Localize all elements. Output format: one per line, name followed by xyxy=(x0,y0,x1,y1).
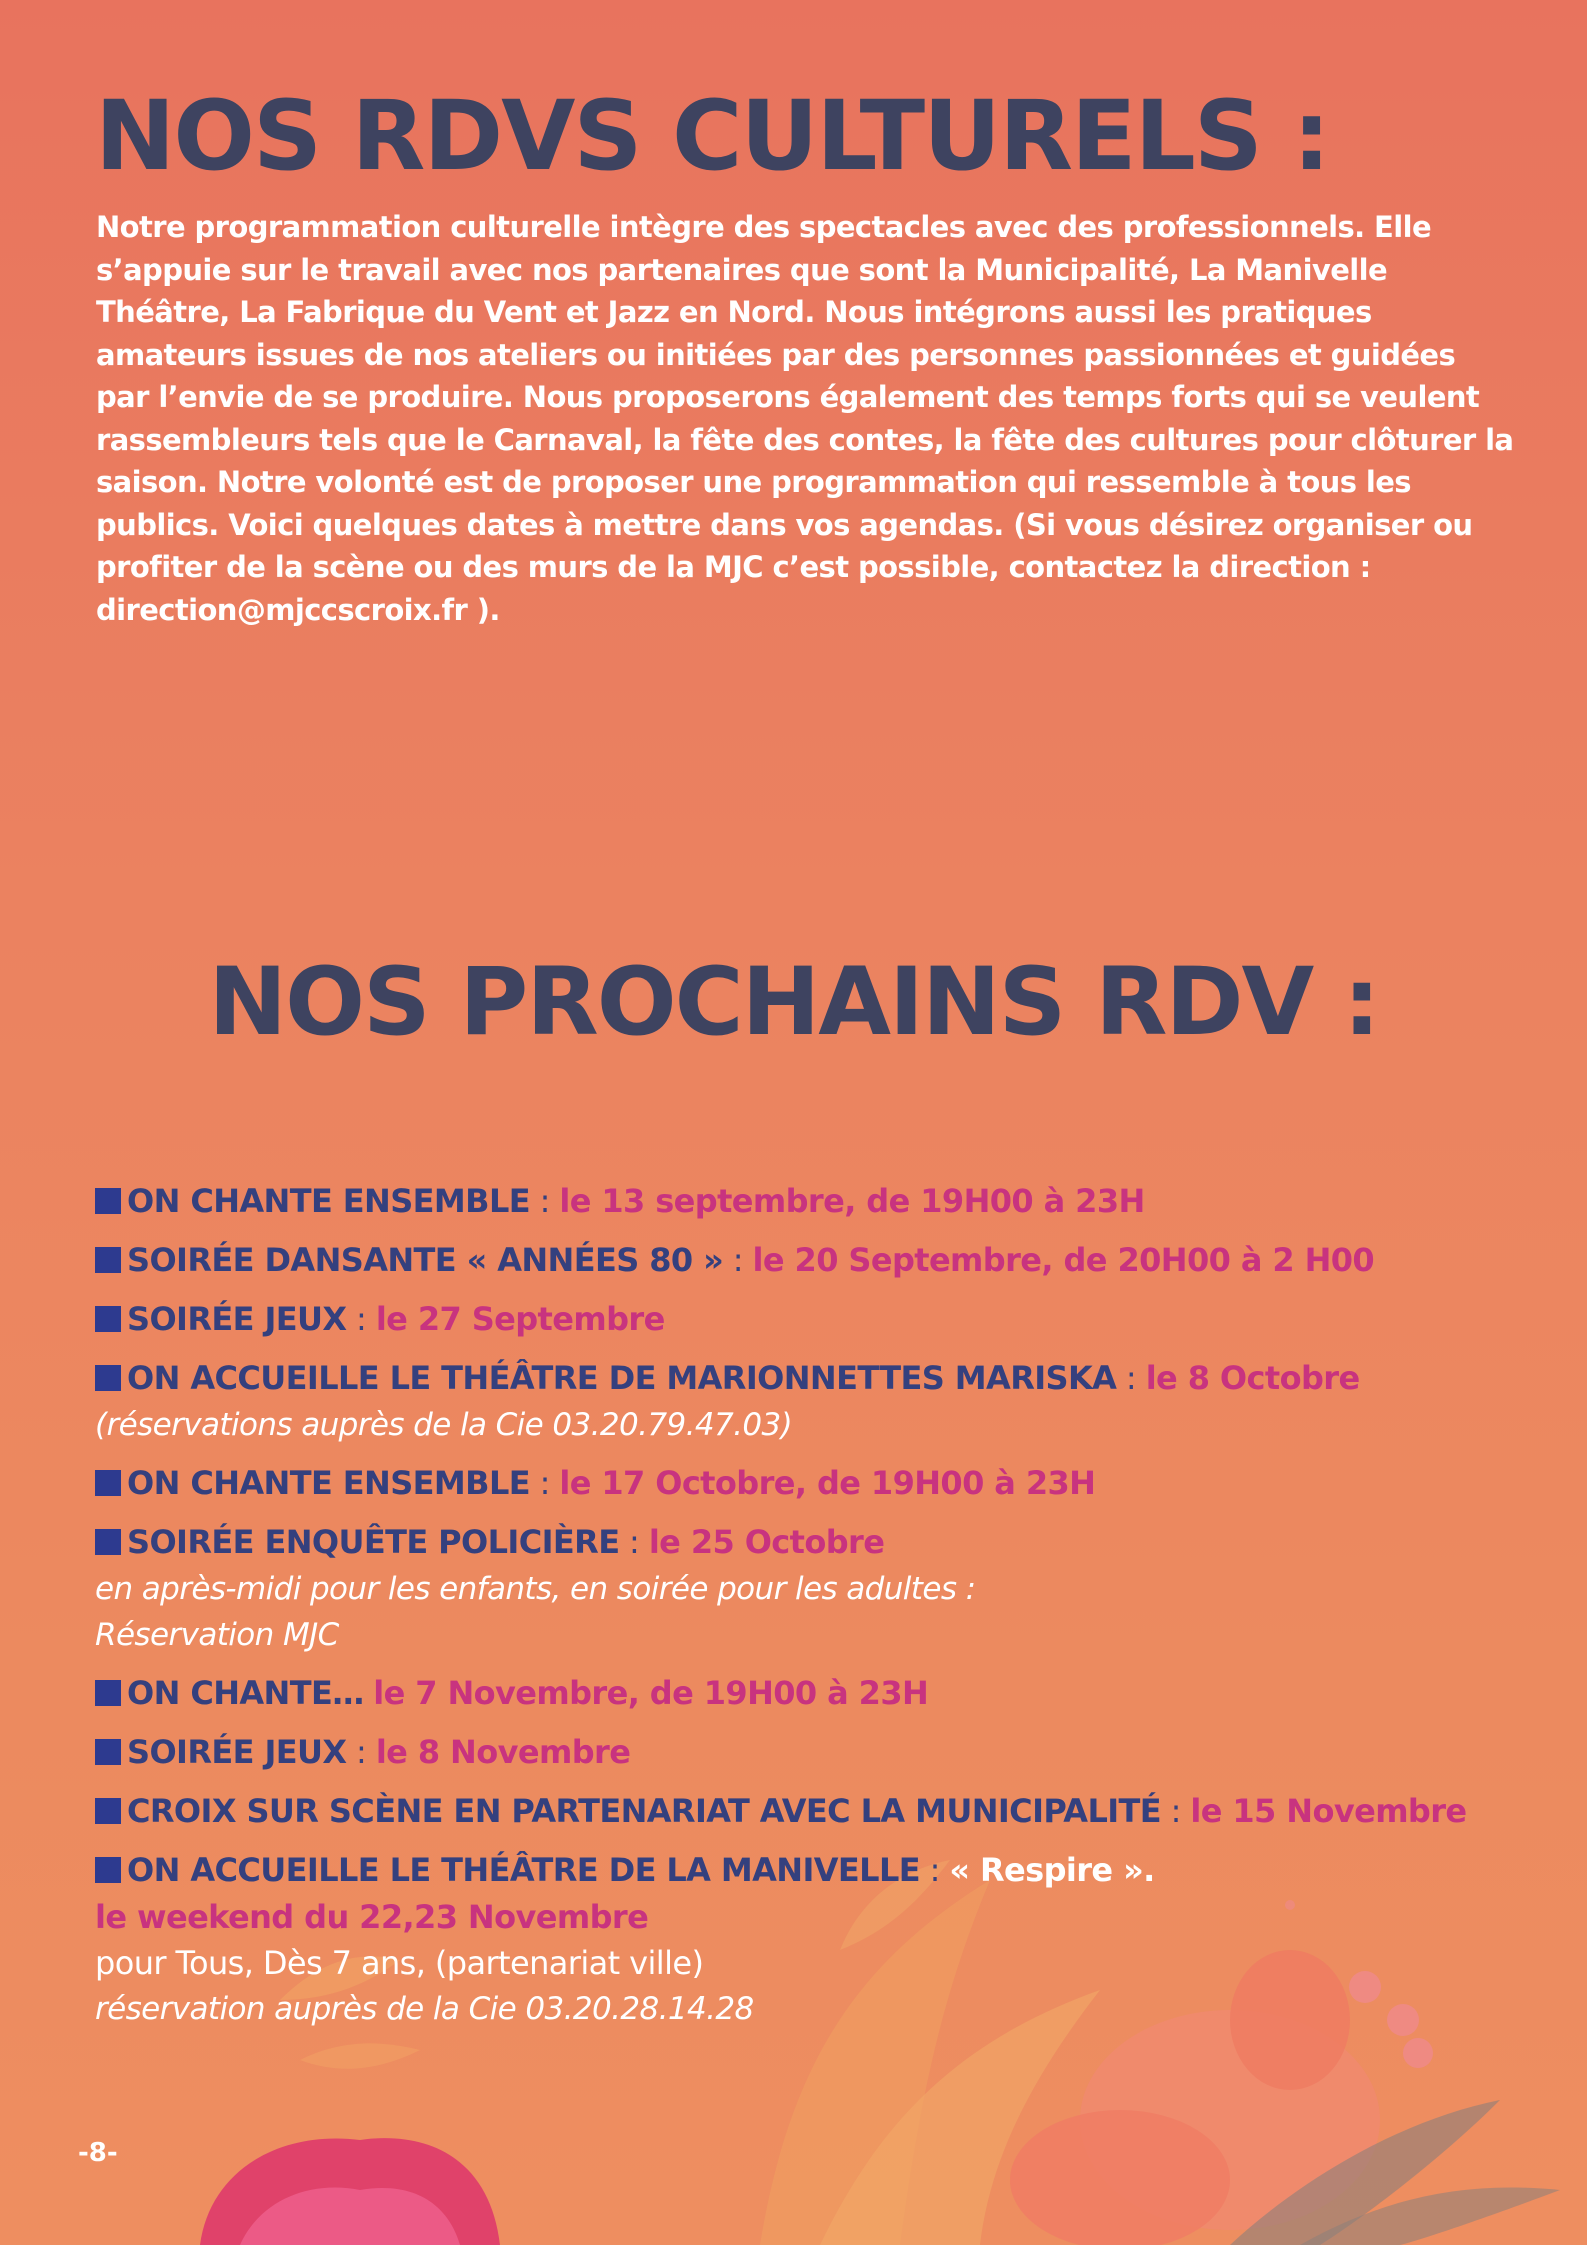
event-date: le 25 Octobre xyxy=(648,1523,885,1561)
square-bullet-icon xyxy=(95,1798,121,1824)
event-separator: : xyxy=(530,1182,560,1220)
event-item xyxy=(95,1847,1575,1894)
events-list xyxy=(95,1178,1575,2032)
event-date: le 27 Septembre xyxy=(375,1300,665,1338)
event-separator: : xyxy=(530,1464,560,1502)
square-bullet-icon xyxy=(95,1739,121,1765)
page-title: NOS RDVS CULTURELS : xyxy=(95,80,1329,192)
event-item xyxy=(95,1237,1575,1284)
event-date: le weekend du 22,23 Novembre xyxy=(95,1898,649,1936)
event-date: le 15 Novembre xyxy=(1190,1792,1467,1830)
event-note: Réservation MJC xyxy=(95,1617,339,1653)
page-number: -8- xyxy=(78,2138,118,2168)
event-item xyxy=(95,1670,1575,1717)
event-item xyxy=(95,1355,1575,1402)
event-note: (réservations auprès de la Cie 03.20.79.47.03) xyxy=(95,1407,793,1443)
event-item xyxy=(95,1519,1575,1566)
event-separator: : xyxy=(346,1733,376,1771)
square-bullet-icon xyxy=(95,1247,121,1273)
event-note: en après-midi pour les enfants, en soirée pour les adultes : xyxy=(95,1571,976,1607)
event-date: le 8 Octobre xyxy=(1145,1359,1360,1397)
event-name: ON ACCUEILLE LE THÉÂTRE DE MARIONNETTES MARISKA xyxy=(127,1359,1117,1397)
event-name: SOIRÉE JEUX xyxy=(127,1300,347,1338)
square-bullet-icon xyxy=(95,1306,121,1332)
intro-paragraph: Notre programmation culturelle intègre des spectacles avec des professionnels. Elle s’appuie sur le travail avec nos partenaires que sont la Municipalité, La Manivelle Théâtre, La Fabrique du Vent et Jazz en Nord. Nous intégrons aussi les pratiques amateurs issues de nos ateliers ou initiées par des personnes passionnées et guidées par l’envie de se produire. Nous proposerons également des temps forts qui se veulent rassembleurs tels que le Carnaval, la fête des contes, la fête des cultures pour clôturer la saison. Notre volonté est de proposer une programmation qui ressemble à tous les publics. Voici quelques dates à mettre dans vos agendas. (Si vous désirez organiser ou profiter de la scène ou des murs de la MJC c’est possible, contactez la direction : direction@mjccscroix.fr ). xyxy=(96,210,1514,627)
event-separator: : xyxy=(619,1523,649,1561)
event-separator xyxy=(364,1674,374,1712)
event-note: réservation auprès de la Cie 03.20.28.14.28 xyxy=(95,1991,754,2027)
event-separator: : xyxy=(346,1300,376,1338)
event-separator: : xyxy=(1161,1792,1191,1830)
event-name: CROIX SUR SCÈNE EN PARTENARIAT AVEC LA MUNICIPALITÉ xyxy=(127,1792,1162,1830)
square-bullet-icon xyxy=(95,1470,121,1496)
square-bullet-icon xyxy=(95,1680,121,1706)
event-name: SOIRÉE JEUX xyxy=(127,1733,347,1771)
event-date: le 13 septembre, de 19H00 à 23H xyxy=(559,1182,1145,1220)
event-audience: pour Tous, Dès 7 ans, (partenariat ville) xyxy=(95,1944,704,1982)
square-bullet-icon xyxy=(95,1857,121,1883)
event-separator: : xyxy=(723,1241,753,1279)
square-bullet-icon xyxy=(95,1188,121,1214)
event-date: le 7 Novembre, de 19H00 à 23H xyxy=(373,1674,929,1712)
event-name: ON CHANTE ENSEMBLE xyxy=(127,1464,530,1502)
event-name: ON ACCUEILLE LE THÉÂTRE DE LA MANIVELLE xyxy=(127,1851,921,1889)
square-bullet-icon xyxy=(95,1529,121,1555)
event-date: le 8 Novembre xyxy=(375,1733,631,1771)
event-item xyxy=(95,1788,1575,1835)
event-date: le 17 Octobre, de 19H00 à 23H xyxy=(559,1464,1096,1502)
event-date: le 20 Septembre, de 20H00 à 2 H00 xyxy=(752,1241,1375,1279)
event-title-quote: « Respire ». xyxy=(949,1851,1155,1889)
event-separator: : xyxy=(920,1851,950,1889)
event-name: ON CHANTE… xyxy=(127,1674,364,1712)
section-title: NOS PROCHAINS RDV : xyxy=(208,948,1379,1057)
event-name: ON CHANTE ENSEMBLE xyxy=(127,1182,530,1220)
event-separator: : xyxy=(1116,1359,1146,1397)
event-item xyxy=(95,1729,1575,1776)
event-item xyxy=(95,1460,1575,1507)
event-item xyxy=(95,1178,1575,1225)
event-name: SOIRÉE ENQUÊTE POLICIÈRE xyxy=(127,1523,620,1561)
event-name: SOIRÉE DANSANTE « ANNÉES 80 » xyxy=(127,1241,724,1279)
event-item xyxy=(95,1296,1575,1343)
square-bullet-icon xyxy=(95,1365,121,1391)
